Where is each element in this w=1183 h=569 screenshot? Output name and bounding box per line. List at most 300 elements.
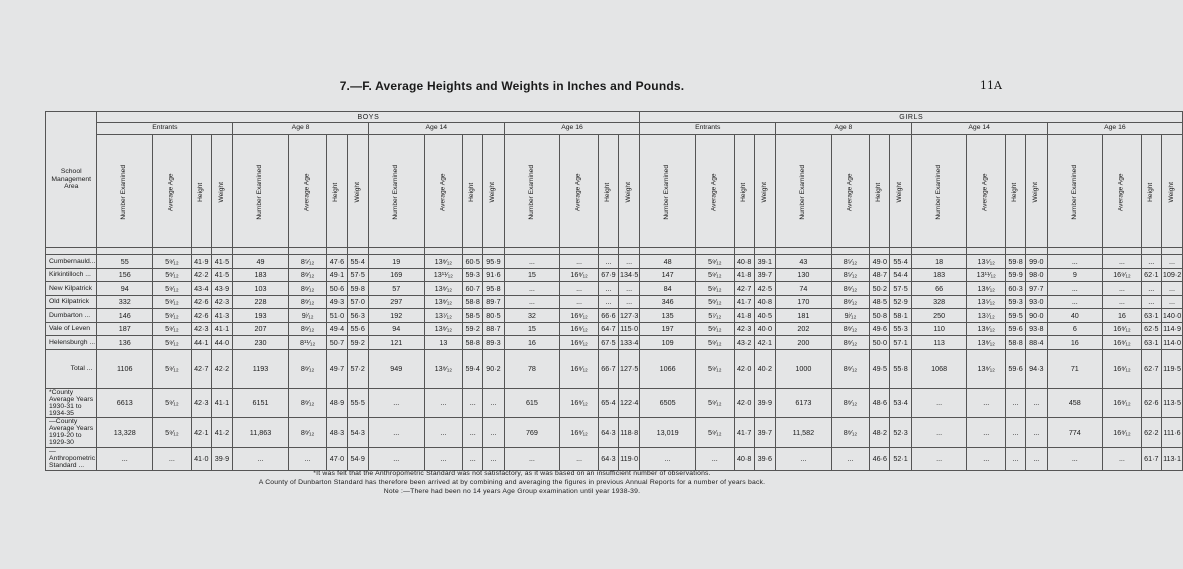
table-cell: 200	[776, 336, 832, 350]
table-cell: ...	[911, 388, 967, 418]
table-cell: 43	[776, 255, 832, 269]
column-header	[640, 135, 696, 248]
table-cell: 50·0	[870, 336, 890, 350]
table-cell: ...	[560, 447, 599, 470]
table-cell: ...	[1103, 447, 1142, 470]
table-cell: 5⁹⁄₁₂	[695, 418, 734, 448]
column-header	[1006, 135, 1026, 248]
table-cell: 8⁸⁄₁₂	[831, 418, 870, 448]
table-cell: 55·4	[347, 255, 368, 269]
table-cell: 42·3	[211, 295, 232, 309]
table-cell: ...	[776, 447, 832, 470]
table-cell: ...	[483, 418, 504, 448]
table-cell: 43·4	[191, 282, 211, 296]
table-cell: ...	[598, 295, 618, 309]
table-cell: ...	[911, 447, 967, 470]
footnote-2: A County of Dunbarton Standard has therefore been arrived at by combining and averaging the figures in previous Annual Reports for a number of years back.	[258, 479, 766, 486]
table-cell: 60·5	[463, 255, 483, 269]
table-cell: ...	[1047, 282, 1103, 296]
table-cell: 49·5	[870, 349, 890, 388]
table-cell: 42·2	[191, 268, 211, 282]
spacer-cell	[97, 248, 153, 255]
table-cell: 6151	[233, 388, 289, 418]
spacer-cell	[46, 248, 97, 255]
row-label: Dumbarton ...	[46, 309, 97, 323]
table-cell: 64·7	[598, 322, 618, 336]
table-cell: 95·8	[483, 282, 504, 296]
girls-age-group-header: Age 14	[911, 123, 1047, 135]
spacer-cell	[1141, 248, 1161, 255]
column-header-label: Height	[1011, 182, 1019, 202]
row-label: Helensburgh ...	[46, 336, 97, 350]
table-cell: 114·0	[1161, 336, 1182, 350]
table-cell: 42·3	[191, 322, 211, 336]
table-cell: 136	[97, 336, 153, 350]
table-cell: 8⁸⁄₁₂	[288, 349, 327, 388]
table-cell: 54·9	[347, 447, 368, 470]
anthropometric-standard-row	[46, 447, 1183, 470]
table-cell: 13⁸⁄₁₂	[424, 349, 463, 388]
table-cell: 1068	[911, 349, 967, 388]
table-cell: 41·0	[191, 447, 211, 470]
spacer-cell	[368, 248, 424, 255]
table-cell: 16⁸⁄₁₂	[1103, 336, 1142, 350]
table-cell: 197	[640, 322, 696, 336]
spacer-cell	[1026, 248, 1047, 255]
table-cell: 41·8	[734, 309, 754, 323]
table-cell: 183	[233, 268, 289, 282]
table-cell: 118·8	[618, 418, 639, 448]
table-cell: 8⁸⁄₁₂	[831, 349, 870, 388]
table-cell: 84	[640, 282, 696, 296]
table-cell: 88·7	[483, 322, 504, 336]
table-cell: 41·3	[211, 309, 232, 323]
table-cell: 49·0	[870, 255, 890, 269]
table-cell: 202	[776, 322, 832, 336]
boys-age-group-header: Entrants	[97, 123, 233, 135]
column-header-label: Average Age	[303, 173, 311, 211]
row-label: Total ...	[46, 349, 97, 388]
table-cell: 50·8	[870, 309, 890, 323]
table-cell: 39·6	[754, 447, 775, 470]
table-cell: 8⁸⁄₁₂	[288, 418, 327, 448]
table-cell: 42·1	[754, 336, 775, 350]
table-cell: 94·3	[1026, 349, 1047, 388]
table-cell: ...	[368, 447, 424, 470]
table-cell: 8⁸⁄₁₂	[831, 295, 870, 309]
column-header	[368, 135, 424, 248]
column-header-label: Average Age	[1117, 173, 1125, 211]
column-header	[967, 135, 1006, 248]
table-cell: 6173	[776, 388, 832, 418]
column-header	[734, 135, 754, 248]
column-header-label: Weight	[896, 181, 904, 203]
table-cell: 60·7	[463, 282, 483, 296]
table-cell: 53·4	[890, 388, 911, 418]
table-cell: 115·0	[618, 322, 639, 336]
column-header	[288, 135, 327, 248]
column-header-label: Weight	[1032, 181, 1040, 203]
column-header	[504, 135, 560, 248]
table-cell: 13⁸⁄₁₂	[967, 322, 1006, 336]
table-cell: 110	[911, 322, 967, 336]
table-cell: 42·0	[734, 349, 754, 388]
table-cell: 18	[911, 255, 967, 269]
table-cell: 54·3	[347, 418, 368, 448]
table-cell: 5⁹⁄₁₂	[153, 418, 192, 448]
table-cell: 111·6	[1161, 418, 1182, 448]
table-cell: 49·7	[327, 349, 347, 388]
table-cell: ...	[424, 447, 463, 470]
table-cell: 5⁸⁄₁₂	[153, 268, 192, 282]
spacer-cell	[754, 248, 775, 255]
spacer-cell	[870, 248, 890, 255]
table-cell: 66	[911, 282, 967, 296]
table-cell: 5⁷⁄₁₂	[695, 309, 734, 323]
table-cell: 8⁵⁄₁₂	[288, 255, 327, 269]
column-header-label: Number Examined	[799, 164, 807, 220]
table-cell: ...	[504, 447, 560, 470]
table-cell: 62·5	[1141, 322, 1161, 336]
table-cell: 13,019	[640, 418, 696, 448]
column-header	[911, 135, 967, 248]
table-cell: 11,582	[776, 418, 832, 448]
table-cell: 40·2	[754, 349, 775, 388]
table-cell: ...	[1047, 295, 1103, 309]
table-cell: 55	[97, 255, 153, 269]
table-cell: ...	[153, 447, 192, 470]
table-cell: 49·6	[870, 322, 890, 336]
spacer-cell	[911, 248, 967, 255]
column-header-label: Height	[332, 182, 340, 202]
table-cell: 48·7	[870, 268, 890, 282]
table-cell: 458	[1047, 388, 1103, 418]
spacer-cell	[288, 248, 327, 255]
table-cell: 41·5	[211, 255, 232, 269]
table-cell: 44·1	[191, 336, 211, 350]
row-label: Old Kilpatrick	[46, 295, 97, 309]
table-cell: 63·1	[1141, 309, 1161, 323]
table-cell: 8¹¹⁄₁₂	[288, 336, 327, 350]
table-cell: 119·0	[618, 447, 639, 470]
table-cell: 228	[233, 295, 289, 309]
table-cell: 41·1	[211, 388, 232, 418]
spacer-cell	[424, 248, 463, 255]
table-cell: 16⁸⁄₁₂	[560, 268, 599, 282]
table-cell: ...	[504, 295, 560, 309]
column-header	[618, 135, 639, 248]
column-header	[1047, 135, 1103, 248]
table-cell: 615	[504, 388, 560, 418]
table-cell: ...	[483, 447, 504, 470]
table-cell: 56·3	[347, 309, 368, 323]
table-cell: 16⁸⁄₁₂	[560, 322, 599, 336]
spacer-cell	[211, 248, 232, 255]
table-title: 7.—F. Average Heights and Weights in Inches and Pounds.	[339, 79, 685, 93]
table-cell: 5⁹⁄₁₂	[153, 336, 192, 350]
boys-age-group-header: Age 14	[368, 123, 504, 135]
footnote-3: Note :—There had been no 14 years Age Group examination until year 1938-39.	[383, 488, 641, 495]
table-cell: 127·3	[618, 309, 639, 323]
table-cell: 8⁵⁄₁₂	[831, 255, 870, 269]
table-cell: ...	[1047, 255, 1103, 269]
table-cell: 15	[504, 322, 560, 336]
table-cell: 64·3	[598, 447, 618, 470]
table-cell: 133·4	[618, 336, 639, 350]
table-cell: ...	[911, 418, 967, 448]
table-cell: 95·9	[483, 255, 504, 269]
table-cell: 66·7	[598, 349, 618, 388]
table-cell: 146	[97, 309, 153, 323]
spacer-cell	[598, 248, 618, 255]
table-cell: 135	[640, 309, 696, 323]
column-header-label: Height	[1147, 182, 1154, 202]
corner-header: School Management Area	[46, 112, 97, 248]
table-cell: 9ⁱ⁄₁₂	[831, 309, 870, 323]
column-header	[153, 135, 192, 248]
table-cell: 13⁸⁄₁₂	[424, 255, 463, 269]
spacer-cell	[560, 248, 599, 255]
table-cell: 40·5	[754, 309, 775, 323]
table-cell: 13	[424, 336, 463, 350]
table-cell: 49·1	[327, 268, 347, 282]
table-cell: 58·8	[463, 295, 483, 309]
table-cell: 40·8	[754, 295, 775, 309]
table-cell: 6	[1047, 322, 1103, 336]
column-header	[695, 135, 734, 248]
spacer-row	[46, 248, 1183, 255]
table-cell: 6505	[640, 388, 696, 418]
table-cell: 48·3	[327, 418, 347, 448]
table-cell: ...	[598, 255, 618, 269]
column-header-label: Average Age	[167, 173, 175, 211]
table-cell: 8⁸⁄₁₂	[831, 388, 870, 418]
column-header	[233, 135, 289, 248]
table-cell: ...	[1026, 447, 1047, 470]
heights-weights-table	[45, 111, 1183, 471]
column-header	[870, 135, 890, 248]
spacer-cell	[967, 248, 1006, 255]
table-cell: 16⁸⁄₁₂	[560, 336, 599, 350]
table-cell: 63·1	[1141, 336, 1161, 350]
table-cell: 42·1	[191, 418, 211, 448]
row-label: —County Average Years 1919-20 to 1929-30	[46, 418, 97, 448]
column-header-label: Average Age	[574, 173, 582, 211]
table-row	[46, 268, 1183, 282]
table-cell: 67·9	[598, 268, 618, 282]
table-cell: ...	[1141, 282, 1161, 296]
girls-age-group-header: Age 16	[1047, 123, 1183, 135]
column-header-label: Average Age	[846, 173, 854, 211]
table-cell: 42·6	[191, 295, 211, 309]
table-cell: ...	[1026, 418, 1047, 448]
table-cell: 41·7	[734, 295, 754, 309]
table-cell: 42·3	[191, 388, 211, 418]
footnote-1: *It was felt that the Anthropometric Standard was not satisfactory, as it was based on an insufficient number of observations.	[313, 470, 711, 477]
column-header-label: Weight	[353, 181, 361, 203]
table-cell: 41·8	[734, 268, 754, 282]
page-reference: 11A	[980, 79, 1002, 92]
table-cell: 49	[233, 255, 289, 269]
table-cell: 5⁹⁄₁₂	[153, 349, 192, 388]
table-cell: 5⁹⁄₁₂	[153, 309, 192, 323]
table-cell: 113·5	[1161, 388, 1182, 418]
table-cell: 49·4	[327, 322, 347, 336]
table-cell: 8⁸⁄₁₂	[831, 322, 870, 336]
table-cell: 328	[911, 295, 967, 309]
table-cell: 5⁹⁄₁₂	[695, 388, 734, 418]
table-cell: 5⁹⁄₁₂	[695, 349, 734, 388]
table-cell: 42·5	[754, 282, 775, 296]
table-cell: 71	[1047, 349, 1103, 388]
table-cell: 8⁸⁄₁₂	[831, 336, 870, 350]
table-cell: ...	[618, 255, 639, 269]
table-cell: 59·9	[1006, 268, 1026, 282]
table-cell: ...	[640, 447, 696, 470]
table-cell: 57·2	[347, 349, 368, 388]
table-cell: 147	[640, 268, 696, 282]
table-cell: 55·8	[890, 349, 911, 388]
table-cell: 52·9	[890, 295, 911, 309]
spacer-cell	[695, 248, 734, 255]
table-cell: 59·5	[1006, 309, 1026, 323]
table-cell: 42·7	[191, 349, 211, 388]
table-cell: ...	[1161, 295, 1182, 309]
table-cell: 59·3	[1006, 295, 1026, 309]
table-cell: 16	[1103, 309, 1142, 323]
spacer-cell	[153, 248, 192, 255]
table-row	[46, 322, 1183, 336]
girls-header: GIRLS	[640, 112, 1183, 123]
column-header	[1026, 135, 1047, 248]
table-cell: 66·6	[598, 309, 618, 323]
table-cell: 59·6	[1006, 349, 1026, 388]
table-cell: 114·9	[1161, 322, 1182, 336]
table-cell: 48·9	[327, 388, 347, 418]
table-cell: 16⁹⁄₁₂	[1103, 268, 1142, 282]
column-header	[890, 135, 911, 248]
table-cell: ...	[1141, 255, 1161, 269]
column-header-label: Number Examined	[256, 164, 264, 220]
table-cell: 42·3	[734, 322, 754, 336]
county-average-1919-row	[46, 418, 1183, 448]
table-cell: 5⁹⁄₁₂	[695, 268, 734, 282]
table-cell: 67·5	[598, 336, 618, 350]
column-header	[560, 135, 599, 248]
table-cell: 78	[504, 349, 560, 388]
table-cell: 1066	[640, 349, 696, 388]
spacer-cell	[191, 248, 211, 255]
table-cell: 41·2	[211, 418, 232, 448]
table-cell: 250	[911, 309, 967, 323]
table-cell: ...	[1006, 418, 1026, 448]
table-cell: 39·9	[211, 447, 232, 470]
table-cell: 55·3	[890, 322, 911, 336]
column-header	[463, 135, 483, 248]
table-cell: 46·6	[870, 447, 890, 470]
table-cell: 55·6	[347, 322, 368, 336]
table-cell: 55·5	[347, 388, 368, 418]
table-cell: ...	[1026, 388, 1047, 418]
spacer-cell	[776, 248, 832, 255]
column-header-label: Weight	[760, 181, 768, 203]
table-cell: 52·1	[890, 447, 911, 470]
column-header-label: Number Examined	[391, 164, 399, 220]
table-cell: 74	[776, 282, 832, 296]
table-cell: 130	[776, 268, 832, 282]
table-cell: ...	[1103, 295, 1142, 309]
table-cell: 41·1	[211, 322, 232, 336]
table-cell: 127·5	[618, 349, 639, 388]
column-header-label: Average Age	[710, 173, 718, 211]
column-header-label: Number Examined	[934, 164, 942, 220]
table-cell: 769	[504, 418, 560, 448]
table-cell: ...	[97, 447, 153, 470]
table-cell: 57	[368, 282, 424, 296]
column-header-label: Number Examined	[663, 164, 671, 220]
column-header	[327, 135, 347, 248]
table-cell: 59·2	[347, 336, 368, 350]
spacer-cell	[463, 248, 483, 255]
table-cell: 8⁸⁄₁₂	[288, 268, 327, 282]
table-cell: 8⁸⁄₁₂	[288, 388, 327, 418]
table-cell: 39·7	[754, 268, 775, 282]
row-label: Vale of Leven	[46, 322, 97, 336]
table-cell: 9	[1047, 268, 1103, 282]
table-cell: 346	[640, 295, 696, 309]
column-header-label: Height	[604, 182, 612, 202]
column-header-label: Weight	[217, 181, 225, 203]
table-cell: 62·7	[1141, 349, 1161, 388]
table-cell: ...	[463, 447, 483, 470]
table-cell: 113·1	[1161, 447, 1182, 470]
table-cell: 59·3	[463, 268, 483, 282]
column-header-label: Weight	[489, 181, 497, 203]
table-cell: 13⁷⁄₁₂	[967, 309, 1006, 323]
table-cell: 13⁸⁄₁₂	[967, 349, 1006, 388]
table-cell: 122·4	[618, 388, 639, 418]
spacer-cell	[483, 248, 504, 255]
table-cell: ...	[1006, 388, 1026, 418]
spacer-cell	[347, 248, 368, 255]
table-cell: ...	[967, 388, 1006, 418]
table-row	[46, 255, 1183, 269]
table-cell: 47·0	[327, 447, 347, 470]
table-cell: 13⁸⁄₁₂	[424, 295, 463, 309]
table-cell: 13,328	[97, 418, 153, 448]
table-cell: ...	[1047, 447, 1103, 470]
table-cell: ...	[1006, 447, 1026, 470]
table-cell: 16⁸⁄₁₂	[1103, 349, 1142, 388]
table-cell: 89·7	[483, 295, 504, 309]
table-cell: 16⁸⁄₁₂	[560, 349, 599, 388]
table-cell: 55·4	[890, 255, 911, 269]
table-cell: 16⁸⁄₁₂	[1103, 418, 1142, 448]
table-cell: 50·7	[327, 336, 347, 350]
table-cell: ...	[368, 418, 424, 448]
table-cell: 41·9	[191, 255, 211, 269]
table-cell: 156	[97, 268, 153, 282]
table-cell: 42·6	[191, 309, 211, 323]
table-cell: 44·0	[211, 336, 232, 350]
table-cell: 54·4	[890, 268, 911, 282]
table-cell: 48·2	[870, 418, 890, 448]
table-cell: 41·5	[211, 268, 232, 282]
table-cell: 42·7	[734, 282, 754, 296]
column-header-label: Number Examined	[1070, 164, 1078, 220]
table-row	[46, 336, 1183, 350]
table-cell: 40·8	[734, 255, 754, 269]
